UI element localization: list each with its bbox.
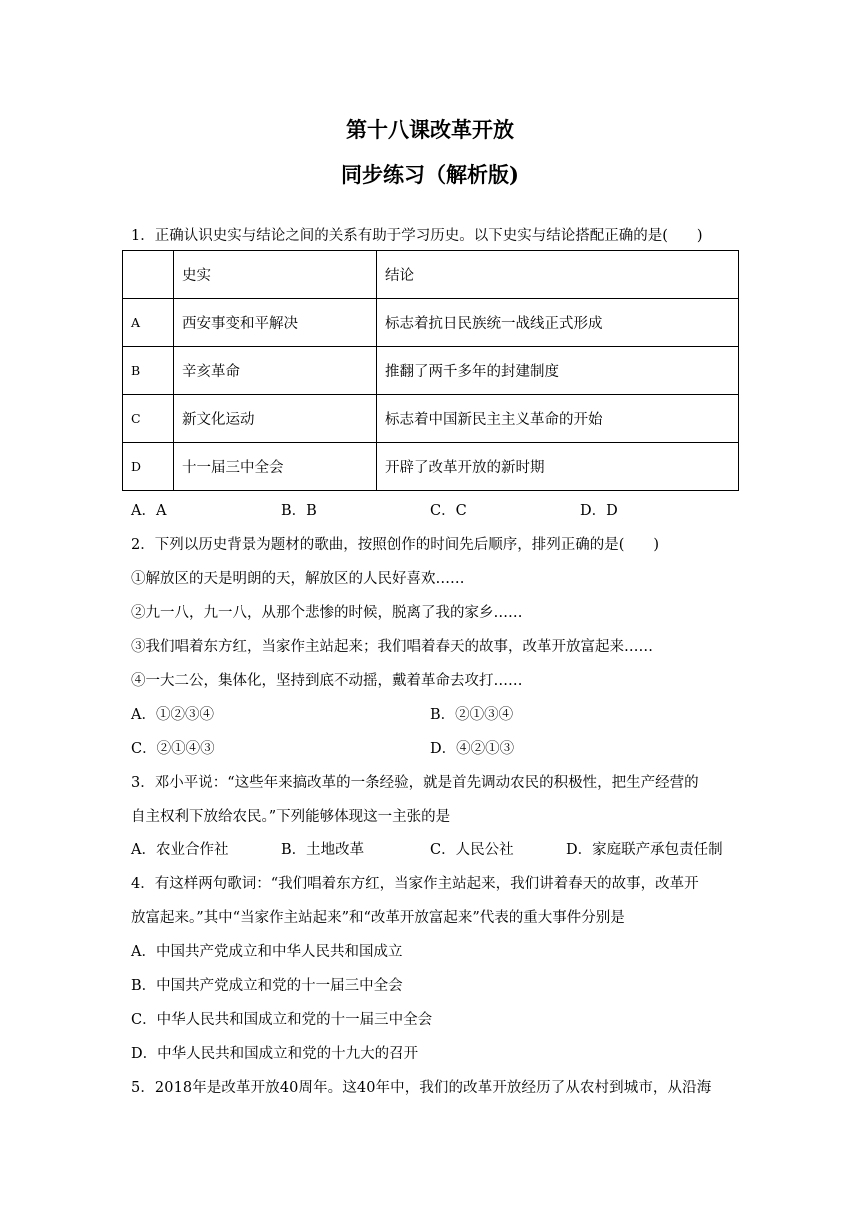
question-1-option-d: D．D bbox=[580, 503, 618, 519]
table-cell: 十一届三中全会 bbox=[174, 443, 377, 491]
question-1-option-c: C．C bbox=[430, 503, 467, 519]
question-5-stem-line-1: 5．2018年是改革开放40周年。这40年中，我们的改革开放经历了从农村到城市，从沿海 bbox=[131, 1080, 712, 1096]
table-cell: 标志着抗日民族统一战线正式形成 bbox=[377, 299, 739, 347]
table-cell: 标志着中国新民主主义革命的开始 bbox=[377, 395, 739, 443]
question-3-option-a: A．农业合作社 bbox=[131, 842, 229, 858]
page-title: 第十八课改革开放 bbox=[346, 117, 514, 142]
question-2-item-4: ④一大二公，集体化，坚持到底不动摇，戴着革命去攻打…… bbox=[131, 673, 523, 689]
table-row bbox=[123, 299, 739, 347]
page-subtitle: 同步练习（解析版) bbox=[341, 162, 519, 187]
question-3-stem-line-2: 自主权利下放给农民。”下列能够体现这一主张的是 bbox=[131, 809, 451, 825]
question-1-table bbox=[122, 250, 739, 491]
question-2-option-d: D．④②①③ bbox=[430, 741, 515, 757]
table-cell: 推翻了两千多年的封建制度 bbox=[377, 347, 739, 395]
question-4-option-d: D．中华人民共和国成立和党的十九大的召开 bbox=[131, 1046, 419, 1062]
question-2-item-2: ②九一八，九一八，从那个悲惨的时候，脱离了我的家乡…… bbox=[131, 605, 523, 621]
table-row bbox=[123, 443, 739, 491]
question-2-stem: 2．下列以历史背景为题材的歌曲，按照创作的时间先后顺序，排列正确的是( ) bbox=[131, 537, 660, 553]
table-row bbox=[123, 251, 739, 299]
table-cell: 开辟了改革开放的新时期 bbox=[377, 443, 739, 491]
table-cell bbox=[123, 251, 174, 299]
question-2-item-3: ③我们唱着东方红，当家作主站起来；我们唱着春天的故事，改革开放富起来…… bbox=[131, 639, 653, 655]
question-1-stem: 1．正确认识史实与结论之间的关系有助于学习历史。以下史实与结论搭配正确的是( ) bbox=[131, 228, 703, 244]
table-header-conclusion: 结论 bbox=[377, 251, 739, 299]
question-2-option-b: B．②①③④ bbox=[430, 707, 514, 723]
question-3-option-d: D．家庭联产承包责任制 bbox=[566, 842, 723, 858]
question-3-stem-line-1: 3．邓小平说：“这些年来搞改革的一条经验，就是首先调动农民的积极性，把生产经营的 bbox=[131, 775, 699, 791]
question-4-stem-line-1: 4．有这样两句歌词：“我们唱着东方红，当家作主站起来，我们讲着春天的故事，改革开 bbox=[131, 876, 699, 892]
table-cell: C bbox=[123, 395, 174, 443]
table-cell: 辛亥革命 bbox=[174, 347, 377, 395]
table-cell: B bbox=[123, 347, 174, 395]
question-3-option-b: B．土地改革 bbox=[281, 842, 365, 858]
question-4-stem-line-2: 放富起来。”其中“当家作主站起来”和“改革开放富起来”代表的重大事件分别是 bbox=[131, 910, 625, 926]
question-2-item-1: ①解放区的天是明朗的天，解放区的人民好喜欢…… bbox=[131, 571, 465, 587]
table-row bbox=[123, 395, 739, 443]
table-header-fact: 史实 bbox=[174, 251, 377, 299]
table-cell: A bbox=[123, 299, 174, 347]
question-3-option-c: C．人民公社 bbox=[430, 842, 514, 858]
question-4-option-b: B．中国共产党成立和党的十一届三中全会 bbox=[131, 978, 403, 994]
question-2-option-a: A．①②③④ bbox=[131, 707, 214, 723]
question-4-option-a: A．中国共产党成立和中华人民共和国成立 bbox=[131, 944, 403, 960]
question-1-option-a: A．A bbox=[131, 503, 167, 519]
table-row bbox=[123, 347, 739, 395]
question-2-option-c: C．②①④③ bbox=[131, 741, 215, 757]
question-4-option-c: C．中华人民共和国成立和党的十一届三中全会 bbox=[131, 1012, 433, 1028]
table-cell: 新文化运动 bbox=[174, 395, 377, 443]
table-cell: D bbox=[123, 443, 174, 491]
table-cell: 西安事变和平解决 bbox=[174, 299, 377, 347]
question-1-option-b: B．B bbox=[281, 503, 317, 519]
